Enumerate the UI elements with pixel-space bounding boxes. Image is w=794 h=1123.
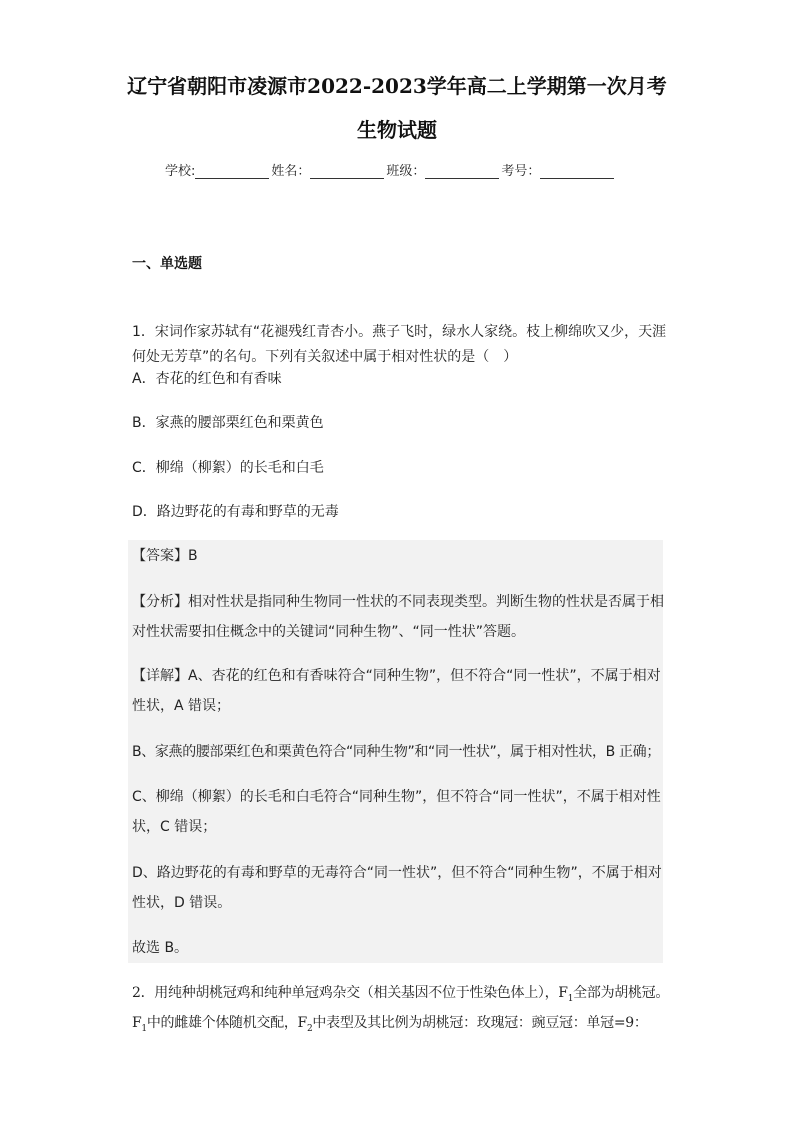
q1-analysis-line2: 对性状需要扣住概念中的关键词“同种生物”、“同一性状”答题。: [132, 624, 526, 640]
section-title: 一、单选题: [132, 256, 202, 272]
q1-detail-c-line2: 状，C 错误；: [132, 819, 217, 835]
q2-line1-text-b: 全部为胡桃冠。: [573, 985, 670, 1001]
school-label: 学校:: [165, 164, 196, 179]
q1-option-a: A．杏花的红色和有香味: [132, 371, 282, 387]
q1-detail-d-line1: D、路边野花的有毒和野草的无毒符合“同一性状”，但不符合“同种生物”，不属于相对: [132, 865, 662, 881]
q1-option-c: C．柳绵（柳絮）的长毛和白毛: [132, 460, 324, 476]
name-label: 姓名：: [271, 164, 311, 179]
exam-number-blank: [540, 164, 614, 179]
q1-option-d: D．路边野花的有毒和野草的无毒: [132, 504, 339, 520]
q1-detail-a-line2: 性状，A 错误；: [132, 698, 231, 714]
q2-line2-text-b: 中的雌雄个体随机交配，F: [146, 1015, 307, 1031]
q1-detail-c-line1: C、柳绵（柳絮）的长毛和白毛符合“同种生物”，但不符合“同一性状”，不属于相对性: [132, 789, 661, 805]
class-label: 班级：: [386, 164, 426, 179]
q2-line1-subscript: 1: [567, 993, 574, 1004]
q1-stem-line1: 1．宋词作家苏轼有“花褪残红青杏小。燕子飞时，绿水人家绕。枝上柳绵吹又少，天涯: [132, 324, 667, 340]
q1-detail-d-line2: 性状，D 错误。: [132, 895, 232, 911]
q1-answer: 【答案】B: [132, 548, 198, 564]
q1-detail-a-line1: 【详解】A、杏花的红色和有香味符合“同种生物”，但不符合“同一性状”，不属于相对: [132, 668, 661, 684]
exam-title-line2: 生物试题: [357, 118, 437, 142]
q2-line2-subscript2: 2: [306, 1023, 313, 1034]
exam-number-label: 考号：: [501, 164, 541, 179]
name-blank: [310, 164, 384, 179]
student-info-line: [165, 160, 616, 179]
q2-line2-text-a: F: [132, 1015, 142, 1031]
exam-title-line1: 辽宁省朝阳市凌源市2022-2023学年高二上学期第一次月考: [127, 74, 667, 98]
q1-option-b: B．家燕的腰部栗红色和栗黄色: [132, 415, 324, 431]
q2-line1-text-a: 2．用纯种胡桃冠鸡和纯种单冠鸡杂交（相关基因不位于性染色体上），F: [132, 985, 568, 1001]
q1-stem-line2: 何处无芳草”的名句。下列有关叙述中属于相对性状的是（ ）: [132, 349, 518, 365]
q2-line2-subscript1: 1: [141, 1023, 147, 1034]
q2-line2-text-c: 中表型及其比例为胡桃冠：玫瑰冠：豌豆冠：单冠=9：: [312, 1015, 648, 1031]
q2-line2: [132, 1008, 664, 1044]
school-blank: [195, 164, 269, 179]
class-blank: [425, 164, 499, 179]
q1-detail-b: B、家燕的腰部栗红色和栗黄色符合“同种生物”和“同一性状”，属于相对性状，B 正确；: [132, 744, 660, 760]
q1-analysis-line1: 【分析】相对性状是指同种生物同一性状的不同表现类型。判断生物的性状是否属于相: [132, 594, 664, 610]
q1-conclusion: 故选 B。: [132, 940, 189, 956]
